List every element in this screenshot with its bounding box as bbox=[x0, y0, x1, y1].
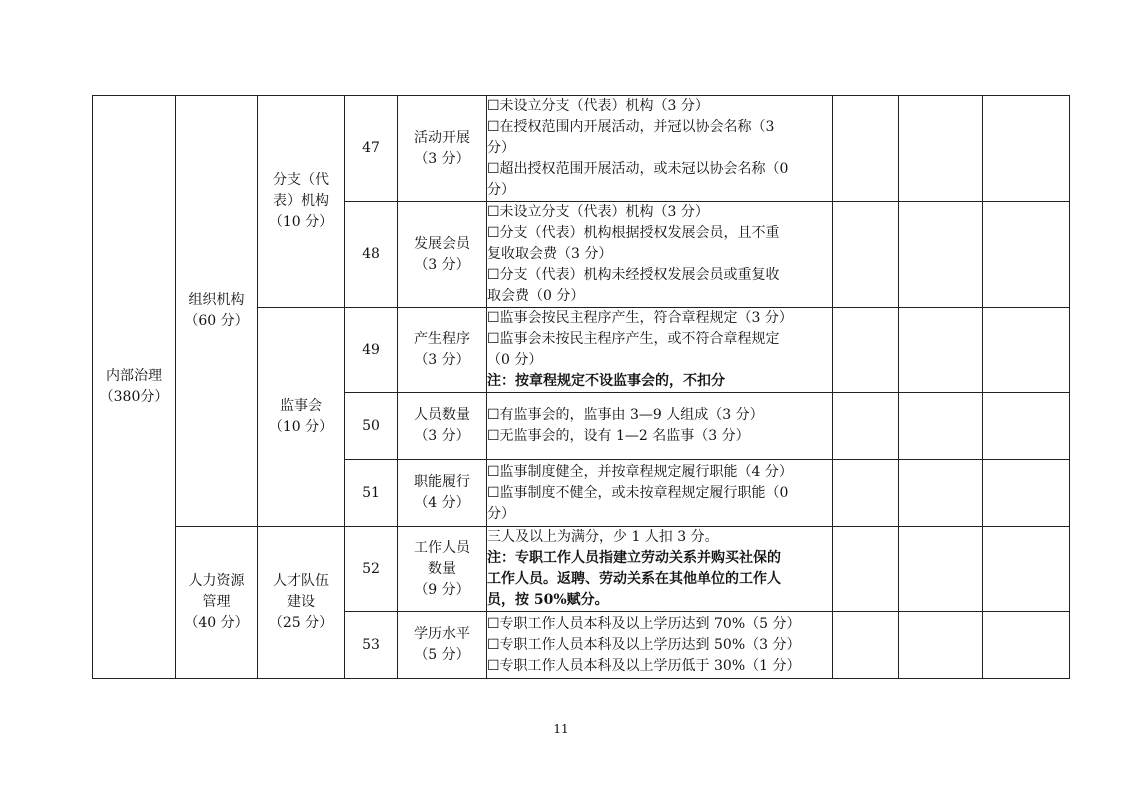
criterion-line: ☐未设立分支（代表）机构（3 分） bbox=[487, 204, 709, 220]
criterion-line: （0 分） bbox=[487, 352, 543, 368]
table-row bbox=[93, 527, 1070, 612]
item-score: （3 分） bbox=[414, 256, 470, 273]
criteria-cell bbox=[487, 308, 833, 393]
evaluation-table-container bbox=[92, 95, 1069, 675]
group-cell-hr bbox=[176, 527, 258, 679]
item-name: 工作人员 bbox=[414, 539, 470, 556]
item-score: （3 分） bbox=[414, 150, 470, 167]
blank-cell bbox=[833, 612, 899, 679]
criterion-line: 分） bbox=[487, 505, 515, 522]
criteria-cell bbox=[487, 460, 833, 527]
blank-cell bbox=[899, 393, 983, 460]
note-line: 工作人员。返聘、劳动关系在其他单位的工作人 bbox=[487, 571, 781, 587]
blank-cell bbox=[833, 527, 899, 612]
subgroup-score: （10 分） bbox=[268, 419, 334, 435]
item-number: 52 bbox=[345, 527, 398, 612]
criterion-line: 分） bbox=[487, 182, 515, 198]
criterion-line: ☐未设立分支（代表）机构（3 分） bbox=[487, 98, 709, 114]
subgroup-cell-talent bbox=[258, 527, 345, 679]
criterion-line: ☐超出授权范围开展活动，或未冠以协会名称（0 bbox=[487, 161, 789, 177]
criterion-line: ☐监事制度不健全，或未按章程规定履行职能（0 bbox=[487, 484, 789, 501]
blank-cell bbox=[833, 308, 899, 393]
item-cell bbox=[398, 202, 487, 308]
blank-cell bbox=[983, 308, 1070, 393]
item-score: （9 分） bbox=[414, 581, 470, 598]
blank-cell bbox=[983, 612, 1070, 679]
criterion-line: ☐无监事会的，设有 1—2 名监事（3 分） bbox=[487, 428, 750, 444]
item-number: 49 bbox=[345, 308, 398, 393]
criterion-line: ☐专职工作人员本科及以上学历达到 70%（5 分） bbox=[487, 615, 801, 632]
page-number: 11 bbox=[553, 722, 569, 736]
item-name: 发展会员 bbox=[414, 235, 470, 252]
subgroup-score: （25 分） bbox=[268, 615, 334, 631]
category-score: （380分） bbox=[99, 389, 169, 405]
blank-cell bbox=[899, 612, 983, 679]
item-cell bbox=[398, 527, 487, 612]
blank-cell bbox=[833, 202, 899, 308]
criterion-line: 取会费（0 分） bbox=[487, 288, 585, 304]
group-name: 管理 bbox=[202, 594, 231, 610]
subgroup-name: 表）机构 bbox=[273, 193, 329, 209]
criterion-line: 三人及以上为满分，少 1 人扣 3 分。 bbox=[487, 529, 719, 545]
item-score: （3 分） bbox=[414, 352, 470, 368]
criteria-cell bbox=[487, 96, 833, 202]
blank-cell bbox=[983, 460, 1070, 527]
blank-cell bbox=[899, 202, 983, 308]
item-number: 47 bbox=[345, 96, 398, 202]
item-name: 活动开展 bbox=[414, 129, 470, 146]
subgroup-name: 建设 bbox=[287, 594, 315, 610]
subgroup-name: 监事会 bbox=[280, 398, 322, 414]
note-line: 注：按章程规定不设监事会的，不扣分 bbox=[487, 373, 725, 389]
item-number: 53 bbox=[345, 612, 398, 679]
item-cell bbox=[398, 460, 487, 527]
item-name: 职能履行 bbox=[414, 474, 470, 490]
item-score: （3 分） bbox=[414, 428, 470, 444]
subgroup-name: 人才队伍 bbox=[273, 573, 329, 589]
criterion-line: ☐监事会未按民主程序产生，或不符合章程规定 bbox=[487, 331, 780, 347]
item-cell bbox=[398, 308, 487, 393]
item-score: （4 分） bbox=[414, 495, 470, 511]
item-cell bbox=[398, 393, 487, 460]
category-name: 内部治理 bbox=[106, 368, 162, 384]
criterion-line: ☐专职工作人员本科及以上学历低于 30%（1 分） bbox=[487, 657, 801, 674]
blank-cell bbox=[899, 527, 983, 612]
blank-cell bbox=[983, 202, 1070, 308]
criterion-line: ☐分支（代表）机构未经授权发展会员或重复收 bbox=[487, 267, 780, 283]
criterion-line: ☐监事会按民主程序产生，符合章程规定（3 分） bbox=[487, 310, 793, 326]
criterion-line: ☐分支（代表）机构根据授权发展会员，且不重 bbox=[487, 225, 780, 241]
blank-cell bbox=[899, 96, 983, 202]
table-row bbox=[93, 96, 1070, 202]
criteria-cell bbox=[487, 527, 833, 612]
group-name: 组织机构 bbox=[188, 292, 245, 308]
criteria-cell bbox=[487, 202, 833, 308]
group-score: （60 分） bbox=[184, 313, 249, 329]
criterion-line: 复收取会费（3 分） bbox=[487, 246, 613, 262]
note-line: 员，按 50%赋分。 bbox=[487, 592, 609, 608]
blank-cell bbox=[899, 460, 983, 527]
group-cell-org bbox=[176, 96, 258, 527]
item-name: 人员数量 bbox=[414, 407, 470, 423]
group-score: （40 分） bbox=[184, 615, 249, 631]
blank-cell bbox=[983, 393, 1070, 460]
evaluation-table bbox=[92, 95, 1070, 679]
criterion-line: ☐专职工作人员本科及以上学历达到 50%（3 分） bbox=[487, 636, 801, 653]
item-number: 51 bbox=[345, 460, 398, 527]
item-cell bbox=[398, 96, 487, 202]
blank-cell bbox=[899, 308, 983, 393]
blank-cell bbox=[833, 460, 899, 527]
subgroup-score: （10 分） bbox=[268, 214, 334, 230]
group-name: 人力资源 bbox=[188, 573, 245, 589]
criterion-line: 分） bbox=[487, 140, 515, 156]
subgroup-cell-branch bbox=[258, 96, 345, 308]
blank-cell bbox=[833, 393, 899, 460]
blank-cell bbox=[983, 96, 1070, 202]
note-line: 注：专职工作人员指建立劳动关系并购买社保的 bbox=[487, 550, 781, 566]
criteria-cell bbox=[487, 393, 833, 460]
subgroup-cell-supervisory bbox=[258, 308, 345, 527]
blank-cell bbox=[833, 96, 899, 202]
item-number: 48 bbox=[345, 202, 398, 308]
item-name: 产生程序 bbox=[414, 331, 470, 347]
category-cell bbox=[93, 96, 176, 679]
blank-cell bbox=[983, 527, 1070, 612]
item-cell bbox=[398, 612, 487, 679]
item-number: 50 bbox=[345, 393, 398, 460]
criterion-line: ☐在授权范围内开展活动，并冠以协会名称（3 bbox=[487, 119, 775, 135]
item-name: 学历水平 bbox=[414, 626, 470, 642]
subgroup-name: 分支（代 bbox=[273, 172, 329, 188]
item-name: 数量 bbox=[428, 560, 456, 577]
criterion-line: ☐有监事会的，监事由 3—9 人组成（3 分） bbox=[487, 407, 764, 423]
criterion-line: ☐监事制度健全，并按章程规定履行职能（4 分） bbox=[487, 463, 793, 480]
item-score: （5 分） bbox=[414, 647, 470, 663]
criteria-cell bbox=[487, 612, 833, 679]
